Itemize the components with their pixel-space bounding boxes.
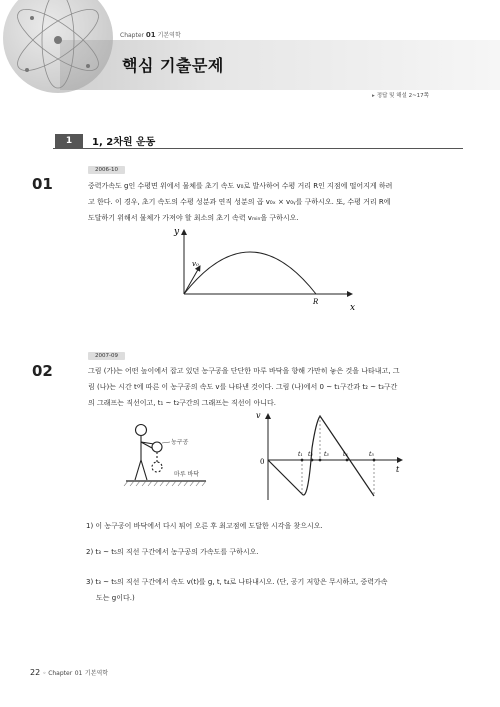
origin-label: 0: [260, 458, 265, 466]
q2-sub-3-line-2: 도는 g이다.): [96, 594, 135, 602]
tick-t1: t₁: [298, 451, 303, 458]
answer-reference-text: 정답 및 해설 2~17쪽: [376, 93, 429, 99]
page-number: 22: [30, 668, 41, 677]
trajectory-curve: [184, 252, 316, 294]
ball-dropped: [152, 462, 162, 472]
tick-t4: t₄: [343, 451, 348, 458]
q1-number: 01: [32, 175, 53, 193]
q2-text: [88, 363, 400, 411]
q2-line-1: 그림 (가)는 어떤 높이에서 잡고 있던 농구공을 단단한 마루 바닥을 향해 가만히 놓은 것을 나타내고, 그: [88, 367, 400, 375]
arrow-right-icon: ▸: [372, 93, 375, 99]
person-leg: [135, 460, 141, 480]
footer-chapter-number: 01: [74, 670, 83, 677]
range-label: R: [313, 298, 319, 306]
section-title: 1, 2차원 운동: [92, 137, 156, 148]
x-axis-label: x: [350, 303, 356, 313]
q1-line-1: 중력가속도 g인 수평면 위에서 물체를 초기 속도 v₀로 발사하여 수평 거리 R인 지점에 떨어지게 하려: [88, 182, 393, 190]
v0-label: v₀: [192, 260, 199, 268]
section-number-badge: 1: [55, 134, 83, 149]
q2-sub-3: [86, 574, 388, 606]
page-title: 핵심 기출문제: [122, 56, 224, 75]
q2-sub-1: 1) 이 농구공이 바닥에서 다시 튀어 오른 후 최고점에 도달한 시각을 찾으시오.: [86, 522, 323, 530]
q2-line-3: 의 그래프는 직선이고, t₁ ~ t₂구간의 그래프는 직선이 아니다.: [88, 399, 276, 407]
t-axis-label: t: [396, 465, 400, 474]
person-leg-2: [141, 460, 147, 480]
basketball-icon: [152, 442, 162, 452]
footer-chapter-label: Chapter: [48, 670, 73, 677]
q1-projectile-figure: [170, 224, 360, 316]
y-axis-label: y: [174, 227, 180, 237]
person-head: [136, 425, 147, 436]
chapter-label: Chapter: [120, 32, 144, 39]
tick-t3: t₃: [324, 451, 329, 458]
tick-t2: t₂: [308, 451, 313, 458]
page-footer: 22 ◦ Chapter 01 기본역학: [30, 668, 109, 677]
answer-reference: [372, 91, 429, 99]
q2-figure-b-vt-graph: [250, 408, 410, 504]
section-divider: [53, 148, 463, 149]
q1-line-2: 고 한다. 이 경우, 초기 속도의 수평 성분과 연직 성분의 곱 v₀ₓ × v₀ᵧ를 구하시오. 또, 수평 거리 R에: [88, 198, 391, 206]
footer-chapter-name: 기본역학: [84, 670, 109, 677]
q2-year-tag: 2007-09: [88, 352, 125, 360]
chapter-line: [120, 30, 181, 39]
initial-velocity-arrow: [184, 266, 200, 294]
q2-number: 02: [32, 362, 53, 380]
tick-t5: t₅: [369, 451, 374, 458]
header-decoration: [0, 0, 500, 100]
v-axis-label: v: [256, 411, 261, 420]
chapter-number: 01: [145, 31, 156, 39]
ball-label: 농구공: [171, 439, 189, 446]
q2-figure-a: [118, 418, 218, 496]
q2-sub-3-line-1: 3) t₃ ~ t₅의 직선 구간에서 속도 v(t)를 g, t, t₄로 나타내시오. (단, 공기 저항은 무시하고, 중력가속: [86, 578, 388, 586]
velocity-curve: [268, 416, 374, 496]
q2-line-2: 림 (나)는 시간 t에 따른 이 농구공의 속도 v를 나타낸 것이다. 그림 (나)에서 0 ~ t₁구간과 t₂ ~ t₃구간: [88, 383, 398, 391]
q1-year-tag: 2006-10: [88, 166, 125, 174]
q1-text: [88, 178, 392, 226]
chapter-name: 기본역학: [157, 32, 181, 39]
q1-line-3: 도달하기 위해서 물체가 가져야 할 최소의 초기 속력 vₘᵢₙ을 구하시오.: [88, 214, 299, 222]
q2-sub-2: 2) t₃ ~ t₅의 직선 구간에서 농구공의 가속도를 구하시오.: [86, 548, 259, 556]
floor-label: 마루 바닥: [174, 471, 200, 478]
